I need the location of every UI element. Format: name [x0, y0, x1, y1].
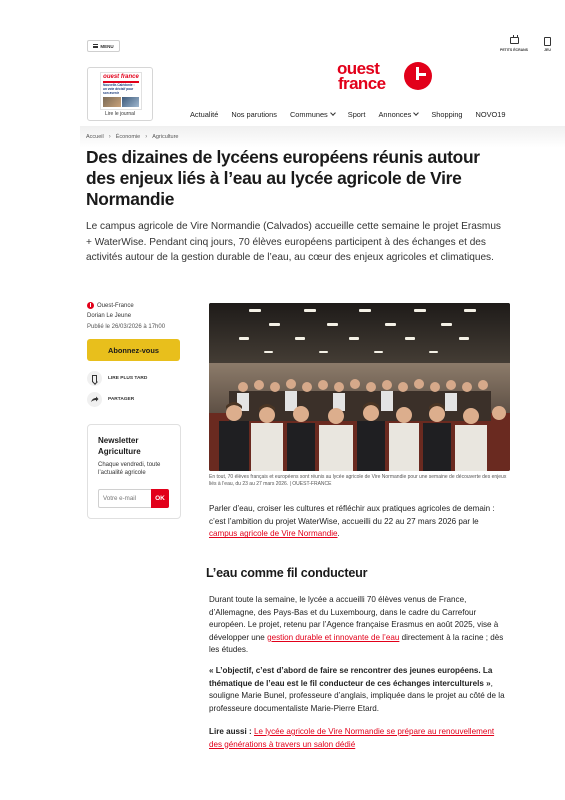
menu-button[interactable]: [87, 40, 120, 52]
campus-link[interactable]: campus agricole de Vire Normandie: [209, 529, 338, 539]
article-source: [87, 302, 134, 309]
breadcrumb-accueil[interactable]: Accueil: [86, 134, 104, 140]
menu-label: MENU: [100, 43, 114, 49]
newsletter-box: [87, 424, 181, 519]
petits-ecrans-label: PETITS ÉCRANS: [500, 48, 529, 52]
read-also-label: Lire aussi :: [209, 727, 254, 736]
breadcrumb: [86, 134, 179, 140]
share-icon: [87, 392, 102, 407]
nav-item-nos-parutions[interactable]: Nos parutions: [231, 109, 277, 119]
article-lead: Le campus agricole de Vire Normandie (Calvados) accueille cette semaine le projet Erasmus + WaterWise. Pendant cinq jours, 70 élèves européens participent à des échanges et des activités autour de la gestion durable de l’eau, au cœur des enjeux agricoles et climatiques.: [86, 221, 501, 263]
source-name: Ouest-France: [97, 302, 134, 309]
publish-date: Publié le 26/03/2026 à 17h00: [87, 324, 166, 330]
read-journal-button[interactable]: [87, 67, 153, 121]
ouest-france-icon: [87, 302, 94, 309]
logo-word-ouest: ouest: [337, 59, 380, 78]
chevron-down-icon: [413, 110, 419, 116]
journal-cover-masthead: ouest france: [103, 73, 139, 80]
newsletter-submit-button[interactable]: OK: [151, 489, 169, 508]
hamburger-icon: [93, 44, 98, 48]
bookmark-icon: [87, 371, 102, 386]
share-button[interactable]: [87, 392, 134, 407]
main-nav: [190, 108, 519, 120]
nav-item-actualite[interactable]: Actualité: [190, 109, 219, 119]
top-right-links: [500, 37, 551, 52]
jeux-label: JEU: [544, 48, 551, 52]
journal-cover-headline: Nouvelle-Calédonie : un vote décisif pour son avenir: [103, 83, 135, 95]
journal-label: Lire le journal: [104, 111, 136, 117]
tablet-icon: [544, 37, 551, 46]
breadcrumb-economie[interactable]: Économie: [115, 134, 141, 140]
paragraph-2: « L’objectif, c’est d’abord de faire se rencontrer des jeunes européens. La thématique de l’eau est le fil conducteur de ces échanges interculturels », souligne Marie Bunel, professeure d’anglais, impliquée dans le projet au côté de la professeure documentaliste Marie-Pierre Etard.: [209, 666, 505, 713]
logo-word-france: france: [338, 74, 386, 93]
section-heading: L’eau comme fil conducteur: [206, 566, 368, 580]
chevron-right-icon: ›: [108, 134, 111, 140]
logo-circle-icon: [404, 62, 432, 90]
nav-item-novo19[interactable]: NOVO19: [475, 109, 506, 119]
nav-item-communes[interactable]: Communes: [290, 108, 335, 120]
chevron-down-icon: [330, 110, 336, 116]
water-management-link[interactable]: gestion durable et innovante de l’eau: [267, 632, 400, 642]
read-also-link[interactable]: Le lycée agricole de Vire Normandie se prépare au renouvellement des générations à travers un salon dédié: [209, 727, 495, 749]
nav-item-sport[interactable]: Sport: [347, 109, 366, 119]
read-also: [209, 726, 509, 751]
subscribe-button[interactable]: Abonnez-vous: [87, 339, 180, 361]
newsletter-email-input[interactable]: [99, 490, 151, 507]
group-photo-image: [209, 303, 510, 471]
petits-ecrans-link[interactable]: [500, 37, 528, 52]
breadcrumb-agriculture[interactable]: Agriculture: [152, 134, 179, 140]
paragraph-1: Durant toute la semaine, le lycée a accueilli 70 élèves venus de France, d’Allemagne, des Pays-Bas et du Luxembourg, dans le cadre du Carrefour européen. Le projet, retenu par l’Agence française Erasmus en août 2025, vise à développer une gestion durable et innovante de l’eau directement à la racine ; dès les études.: [209, 595, 504, 655]
newsletter-description: Chaque vendredi, toute l’actualité agricole: [98, 462, 161, 476]
journal-cover-image: [100, 72, 142, 110]
newsletter-form: [98, 489, 169, 508]
chevron-right-icon: ›: [145, 134, 148, 140]
share-label: PARTAGER: [108, 397, 135, 402]
nav-item-shopping[interactable]: Shopping: [431, 109, 463, 119]
article-photo[interactable]: [209, 303, 510, 471]
newsletter-title: Newsletter Agriculture: [98, 436, 141, 456]
nav-item-annonces[interactable]: Annonces: [378, 108, 418, 120]
article-title: Des dizaines de lycéens européens réunis autour des enjeux liés à l’eau au lycée agricole de Vire Normandie: [86, 147, 480, 209]
photo-caption: En tout, 70 élèves français et européens sont réunis au lycée agricole de Vire Normandie pour une semaine de découverte des enjeux liés à l’eau, du 23 au 27 mars 2026. | OUEST-FRANCE: [209, 474, 507, 487]
read-later-button[interactable]: [87, 371, 147, 386]
article-author[interactable]: Dorian Le Jeune: [87, 313, 132, 319]
article-intro: Parler d’eau, croiser les cultures et réfléchir aux pratiques agricoles de demain : c’est l’ambition du projet WaterWise, accueilli du 22 au 27 mars 2026 par le campus agricole de Vire Normandie.: [209, 504, 495, 539]
ouest-france-logo[interactable]: [336, 59, 434, 96]
jeux-link[interactable]: [544, 37, 551, 52]
tv-icon: [510, 37, 519, 44]
quote: « L’objectif, c’est d’abord de faire se rencontrer des jeunes européens. La thématique de l’eau est le fil conducteur de ces échanges interculturels »: [209, 666, 493, 688]
read-later-label: LIRE PLUS TARD: [108, 376, 148, 381]
